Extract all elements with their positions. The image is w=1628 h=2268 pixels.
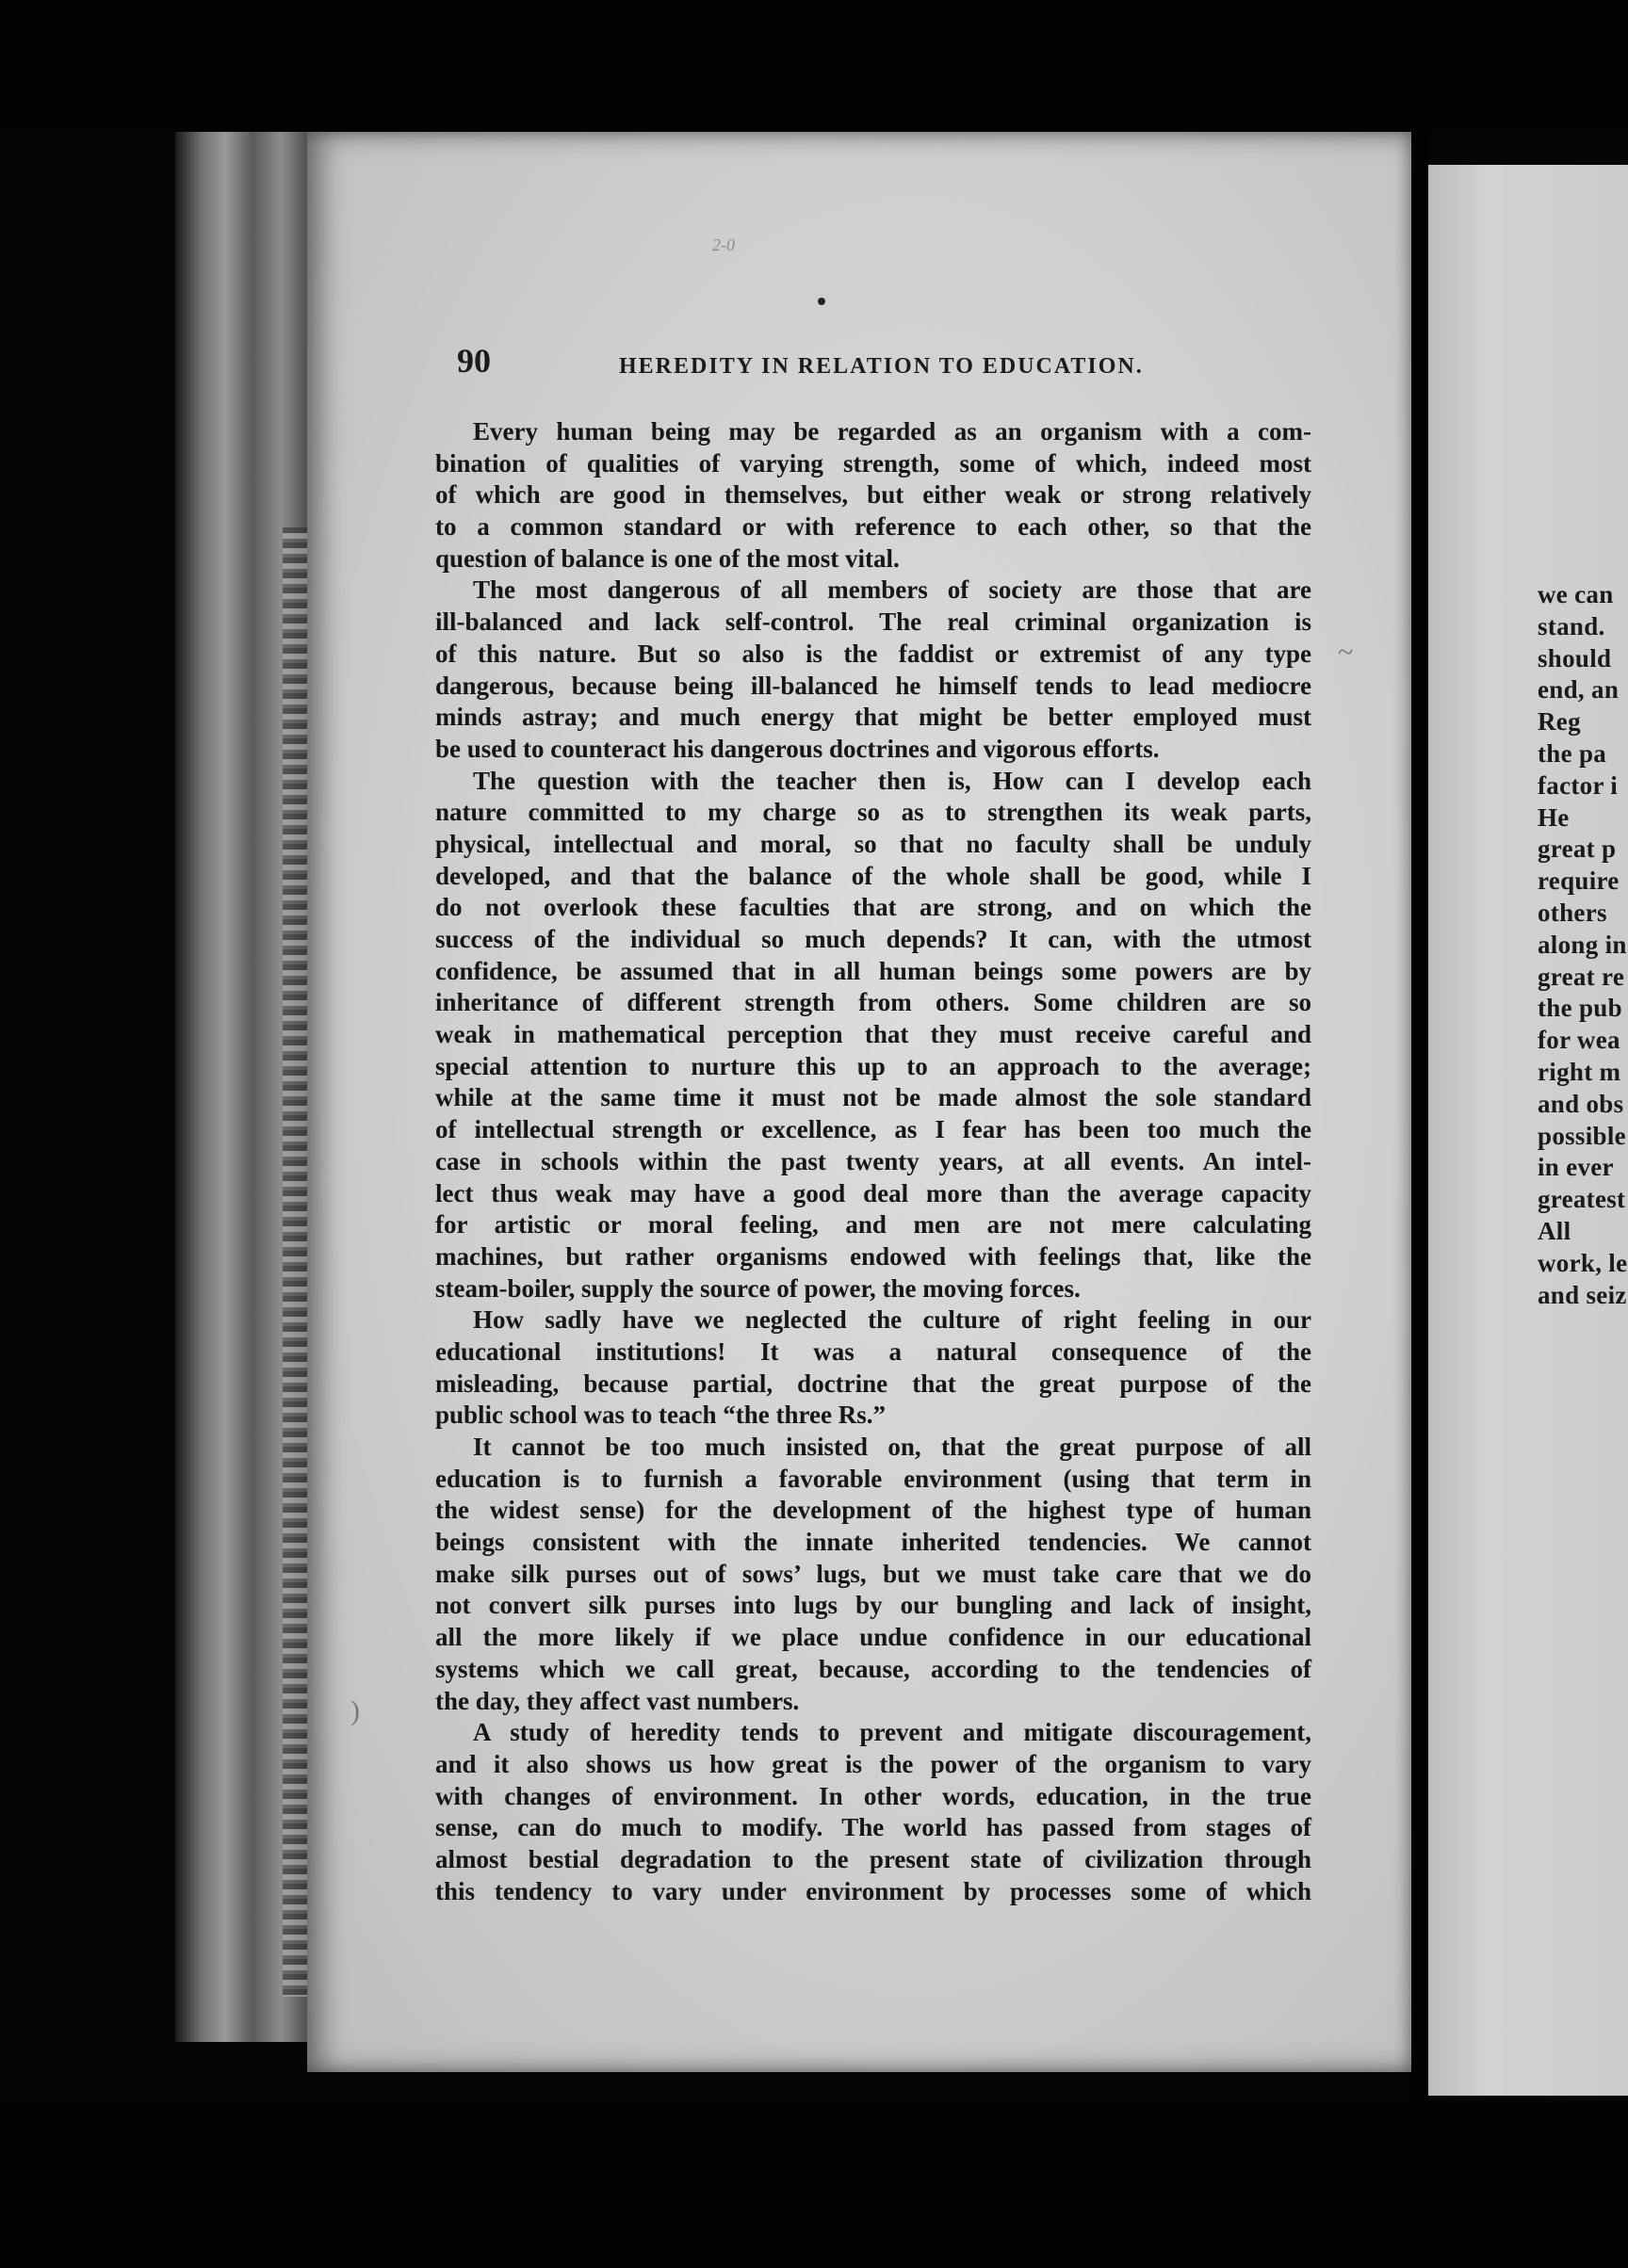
text-line: How sadly have we neglected the culture of right feeling in our [473, 1305, 1311, 1335]
text-line: A study of heredity tends to prevent and mitigate discouragement, [473, 1718, 1311, 1747]
right-page-line: All [1538, 1216, 1571, 1245]
right-page-line: the pa [1538, 738, 1607, 768]
text-line: misleading, because partial, doctrine that the great purpose of the [435, 1369, 1311, 1398]
text-line: question of balance is one of the most vital. [435, 543, 900, 573]
text-line: ill-balanced and lack self-control. The real criminal organization is [435, 608, 1311, 637]
text-line: almost bestial degradation to the present state of civilization through [435, 1844, 1311, 1873]
right-page-line: factor i [1538, 770, 1619, 800]
text-line: educational institutions! It was a natural consequence of the [435, 1336, 1311, 1366]
text-line: of which are good in themselves, but either weak or strong relatively [435, 480, 1311, 510]
text-line: lect thus weak may have a good deal more than the average capacity [435, 1178, 1311, 1207]
right-page-line: and seiz [1538, 1280, 1627, 1309]
text-line: beings consistent with the innate inherited tendencies. We cannot [435, 1528, 1311, 1557]
text-line: to a common standard or with reference to each other, so that the [435, 512, 1311, 542]
text-line: of intellectual strength or excellence, as I fear has been too much the [435, 1115, 1311, 1144]
text-line: steam-boiler, supply the source of power, the moving forces. [435, 1273, 1081, 1303]
text-line: of this nature. But so also is the faddist or extremist of any type [435, 639, 1311, 668]
page-header [457, 341, 1154, 388]
right-page-text [1538, 579, 1627, 1311]
text-line: The question with the teacher then is, How can I develop each [473, 766, 1311, 795]
right-page-line: and obs [1538, 1089, 1624, 1118]
right-page-line: the pub [1538, 994, 1622, 1023]
text-line: Every human being may be regarded as an organism with a com- [473, 417, 1311, 446]
right-page [1428, 165, 1628, 2096]
right-page-line: in ever [1538, 1153, 1614, 1182]
text-line: the widest sense) for the development of the highest type of human [435, 1496, 1311, 1525]
right-page-line: He [1538, 802, 1570, 832]
text-line: dangerous, because being ill-balanced he himself tends to lead mediocre [435, 671, 1311, 700]
film-border-bottom [0, 2100, 1628, 2268]
right-page-line: end, an [1538, 675, 1620, 705]
text-line: all the more likely if we place undue confidence in our educational [435, 1623, 1311, 1652]
text-line: special attention to nurture this up to an approach to the average; [435, 1051, 1311, 1080]
right-page-line: possible [1538, 1121, 1626, 1150]
text-line: case in schools within the past twenty years, at all events. An intel- [435, 1146, 1311, 1175]
right-page-line: should [1538, 643, 1612, 672]
right-page-line: greatest [1538, 1185, 1626, 1214]
text-line: bination of qualities of varying strength, some of which, indeed most [435, 448, 1311, 478]
text-line: public school was to teach “the three Rs.” [435, 1401, 886, 1430]
text-line: It cannot be too much insisted on, that the great purpose of all [473, 1433, 1311, 1461]
right-page-line: great re [1538, 962, 1625, 991]
text-line: weak in mathematical perception that they must receive careful and [435, 1020, 1311, 1049]
margin-mark: ~ [1338, 637, 1354, 668]
gutter-shadow [1411, 132, 1428, 2119]
ink-dot [818, 298, 825, 305]
running-head: HEREDITY IN RELATION TO EDUCATION. [619, 354, 1144, 379]
right-page-line: great p [1538, 834, 1617, 864]
text-line: minds astray; and much energy that might be better employed must [435, 703, 1311, 732]
text-line: with changes of environment. In other words, education, in the true [435, 1781, 1311, 1810]
text-line: make silk purses out of sows’ lugs, but we must take care that we do [435, 1559, 1311, 1588]
text-line: this tendency to vary under environment by processes some of which [435, 1876, 1311, 1905]
text-line: do not overlook these faculties that are strong, and on which the [435, 893, 1311, 922]
right-page-line: we can [1538, 580, 1614, 608]
text-line: education is to furnish a favorable environment (using that term in [435, 1464, 1311, 1493]
right-page-line: for wea [1538, 1026, 1620, 1055]
text-line: sense, can do much to modify. The world has passed from stages of [435, 1813, 1311, 1842]
right-page-line: Reg [1538, 707, 1581, 737]
page-number: 90 [457, 342, 491, 380]
right-page-line: require [1538, 867, 1620, 896]
text-line: be used to counteract his dangerous doctrines and vigorous efforts. [435, 734, 1160, 763]
text-line: physical, intellectual and moral, so that no faculty shall be unduly [435, 829, 1311, 858]
text-line: not convert silk purses into lugs by our bungling and lack of insight, [435, 1591, 1311, 1620]
text-line: systems which we call great, because, according to the tendencies of [435, 1654, 1311, 1683]
text-line: success of the individual so much depends? It can, with the utmost [435, 925, 1311, 953]
text-line: while at the same time it must not be made almost the sole standard [435, 1083, 1311, 1112]
margin-mark: ) [350, 1695, 360, 1726]
right-page-line: work, le [1538, 1248, 1628, 1277]
text-line: machines, but rather organisms endowed with feelings that, like the [435, 1241, 1311, 1271]
pencil-annotation: 2-0 [712, 235, 735, 254]
film-border-top [0, 0, 1628, 132]
right-page-line: right m [1538, 1057, 1621, 1086]
text-line: and it also shows us how great is the power of the organism to vary [435, 1749, 1311, 1778]
text-line: the day, they affect vast numbers. [435, 1686, 800, 1715]
right-page-line: others [1538, 898, 1607, 927]
text-line: inheritance of different strength from others. Some children are so [435, 988, 1311, 1017]
right-page-line: along in [1538, 930, 1627, 959]
text-line: developed, and that the balance of the whole shall be good, while I [435, 861, 1311, 890]
text-line: for artistic or moral feeling, and men are not mere calculating [435, 1210, 1311, 1239]
text-line: The most dangerous of all members of society are those that are [473, 575, 1311, 605]
right-page-line: stand. [1538, 611, 1605, 640]
text-line: nature committed to my charge so as to strengthen its weak parts, [435, 798, 1311, 827]
body-text [435, 416, 1311, 1907]
text-line: confidence, be assumed that in all human beings some powers are by [435, 956, 1311, 985]
